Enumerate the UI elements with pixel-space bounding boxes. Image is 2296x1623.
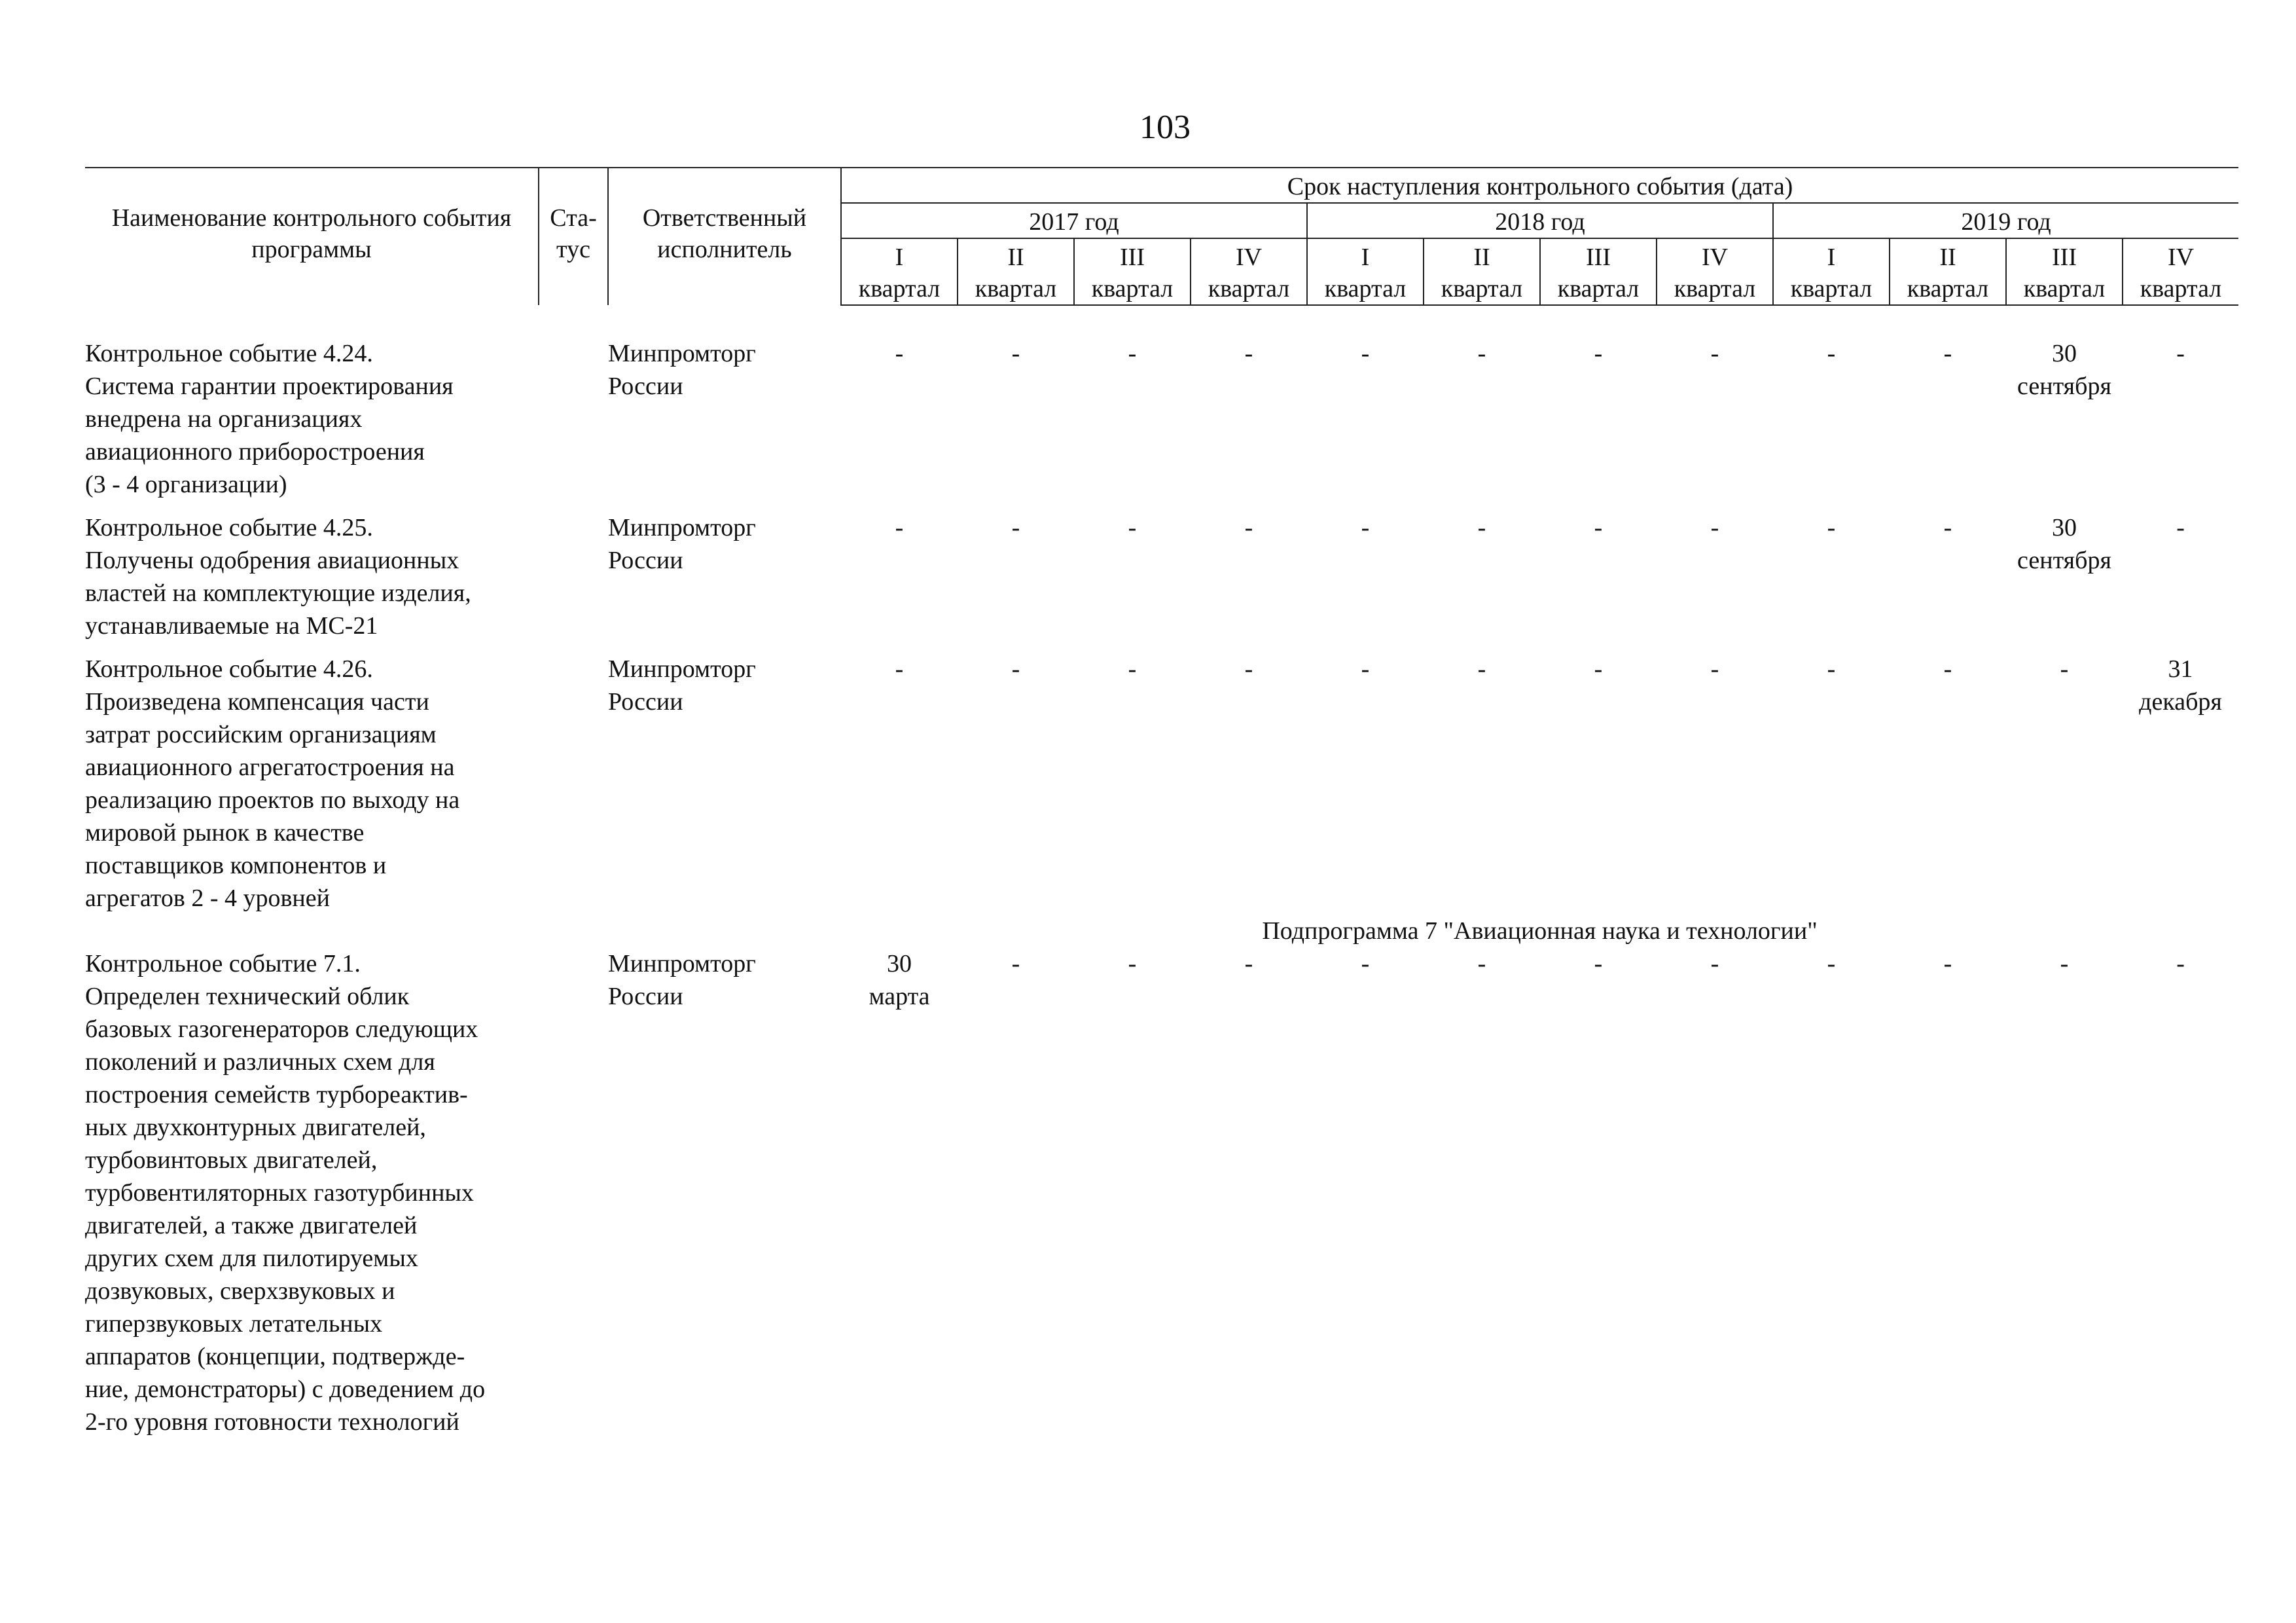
quarter-word: квартал [2140, 275, 2222, 302]
quarter-cell [1540, 511, 1657, 642]
event-name-line: Контрольное событие 4.26. [85, 655, 373, 683]
quarter-number: II [1939, 244, 1956, 271]
quarter-cell-line: 31 [2168, 655, 2193, 683]
executor-line: России [608, 688, 683, 716]
quarter-cell [2006, 947, 2123, 1438]
event-name-line: гиперзвуковых летательных [85, 1310, 383, 1338]
quarter-number: III [1120, 244, 1145, 271]
quarter-cell [1074, 511, 1191, 642]
event-name-line: Контрольное событие 4.24. [85, 340, 373, 367]
quarter-cell-line: - [1128, 655, 1137, 683]
quarter-cell [1307, 337, 1424, 501]
executor-line: России [608, 547, 683, 574]
quarter-cell-line: 30 [2052, 514, 2077, 541]
quarter-cell [1773, 511, 1890, 642]
quarter-cell-line: сентября [2017, 373, 2111, 400]
event-name-line: затрат российским организациям [85, 721, 437, 748]
header-quarter [1424, 238, 1540, 305]
quarter-cell-line: - [2176, 514, 2185, 541]
event-name-line: построения семейств турбореактив- [85, 1081, 468, 1108]
quarter-cell [2006, 511, 2123, 642]
event-name-line: агрегатов 2 - 4 уровней [85, 884, 330, 912]
quarter-cell-line: - [1477, 340, 1486, 367]
quarter-cell [958, 653, 1074, 915]
quarter-cell-line: - [1594, 340, 1603, 367]
event-name-line: 2-го уровня готовности технологий [85, 1408, 459, 1436]
header-quarter [958, 238, 1074, 305]
quarter-number: III [1586, 244, 1611, 271]
executor-line: Минпромторг [608, 514, 756, 541]
quarter-word: квартал [1324, 275, 1407, 302]
quarter-word: квартал [1208, 275, 1290, 302]
event-name-line: двигателей, а также двигателей [85, 1212, 418, 1239]
header-quarter [1540, 238, 1657, 305]
quarter-cell-line: - [1244, 340, 1253, 367]
event-name [85, 511, 539, 642]
header-year-2017: 2017 год [841, 203, 1307, 238]
quarter-cell [958, 947, 1074, 1438]
header-quarter [1657, 238, 1773, 305]
quarter-cell [2123, 337, 2238, 501]
quarter-word: квартал [2023, 275, 2106, 302]
event-name-line: устанавливаемые на МС-21 [85, 612, 378, 640]
quarter-word: квартал [1790, 275, 1873, 302]
executor-line: Минпромторг [608, 655, 756, 683]
table-row [85, 947, 2238, 1438]
quarter-cell [1074, 947, 1191, 1438]
quarter-cell-line: - [1710, 655, 1719, 683]
quarter-cell-line: - [1128, 514, 1137, 541]
quarter-cell-line: - [895, 514, 904, 541]
quarter-word: квартал [1674, 275, 1756, 302]
quarter-word: квартал [1441, 275, 1523, 302]
event-name-line: (3 - 4 организации) [85, 471, 287, 498]
event-name [85, 947, 539, 1438]
quarter-cell-line: - [1011, 950, 1020, 977]
quarter-cell [1191, 511, 1307, 642]
quarter-cell [1890, 653, 2006, 915]
quarter-cell [1191, 947, 1307, 1438]
quarter-cell-line: - [1477, 655, 1486, 683]
quarter-cell-line: - [1128, 950, 1137, 977]
event-name-line: поставщиков компонентов и [85, 852, 387, 879]
event-executor [608, 947, 841, 1438]
event-executor [608, 511, 841, 642]
executor-line: Минпромторг [608, 950, 756, 977]
quarter-cell-line: сентября [2017, 547, 2111, 574]
event-name-line: мировой рынок в качестве [85, 819, 365, 847]
table-row [85, 511, 2238, 642]
quarter-cell-line: - [1244, 950, 1253, 977]
quarter-cell [2006, 653, 2123, 915]
quarter-cell-line: - [1594, 655, 1603, 683]
quarter-cell-line: - [2060, 655, 2069, 683]
quarter-cell-line: - [1943, 950, 1952, 977]
quarter-cell-line: - [1361, 514, 1370, 541]
quarter-cell [1191, 337, 1307, 501]
quarter-cell-line: - [1361, 950, 1370, 977]
quarter-cell [841, 653, 958, 915]
header-quarter [2006, 238, 2123, 305]
quarter-cell-line: - [2176, 340, 2185, 367]
quarter-cell-line: 30 [2052, 340, 2077, 367]
header-quarter [1890, 238, 2006, 305]
quarter-cell-line: - [1244, 655, 1253, 683]
quarter-cell [1424, 511, 1540, 642]
quarter-number: II [1007, 244, 1024, 271]
event-name-line: Произведена компенсация части [85, 688, 429, 716]
table-row [85, 653, 2238, 915]
event-name [85, 653, 539, 915]
quarter-number: I [895, 244, 904, 271]
event-name-line: турбовентиляторных газотурбинных [85, 1179, 474, 1207]
quarter-word: квартал [1091, 275, 1174, 302]
header-quarter [1307, 238, 1424, 305]
header-event-name: Наименование контрольного события программы [85, 168, 539, 305]
quarter-number: III [2052, 244, 2077, 271]
quarter-cell [2006, 337, 2123, 501]
control-events-table [85, 167, 2238, 1438]
quarter-cell [1540, 947, 1657, 1438]
subprogram-title: Подпрограмма 7 "Авиационная наука и технологии" [1262, 917, 1818, 945]
quarter-cell [1307, 653, 1424, 915]
quarter-cell [1890, 337, 2006, 501]
event-status [539, 511, 608, 642]
quarter-number: IV [2167, 244, 2195, 271]
quarter-cell-line: - [1827, 950, 1836, 977]
quarter-cell [1540, 337, 1657, 501]
quarter-cell [1773, 947, 1890, 1438]
header-deadline: Срок наступления контрольного события (дата) [841, 168, 2238, 203]
event-name-line: других схем для пилотируемых [85, 1245, 418, 1272]
quarter-cell [841, 337, 958, 501]
quarter-cell-line: - [1128, 340, 1137, 367]
quarter-cell-line: 30 [887, 950, 912, 977]
event-name-line: ние, демонстраторы) с доведением до [85, 1376, 486, 1403]
quarter-cell-line: - [1477, 950, 1486, 977]
event-status [539, 337, 608, 501]
header-quarter [2123, 238, 2238, 305]
event-executor [608, 653, 841, 915]
event-name-line: внедрена на организациях [85, 405, 363, 433]
quarter-cell [1424, 337, 1540, 501]
event-status [539, 947, 608, 1438]
quarter-cell-line: - [1594, 514, 1603, 541]
quarter-cell [1424, 947, 1540, 1438]
quarter-number: I [1361, 244, 1370, 271]
quarter-cell [1074, 653, 1191, 915]
quarter-cell-line: - [1827, 655, 1836, 683]
event-name-line: Контрольное событие 4.25. [85, 514, 373, 541]
event-name-line: ных двухконтурных двигателей, [85, 1114, 426, 1141]
quarter-cell [1773, 653, 1890, 915]
quarter-cell [1074, 337, 1191, 501]
quarter-cell [1657, 511, 1773, 642]
quarter-number: IV [1701, 244, 1729, 271]
subprogram-row [85, 915, 2238, 947]
event-name-line: Контрольное событие 7.1. [85, 950, 361, 977]
header-quarter [841, 238, 958, 305]
quarter-cell [841, 511, 958, 642]
quarter-cell-line: - [1594, 950, 1603, 977]
executor-line: России [608, 983, 683, 1010]
quarter-cell-line: - [1011, 655, 1020, 683]
quarter-cell [1540, 653, 1657, 915]
event-name-line: авиационного агрегатостроения на [85, 754, 455, 781]
quarter-cell [1657, 947, 1773, 1438]
quarter-cell [1890, 511, 2006, 642]
event-name-line: турбовинтовых двигателей, [85, 1146, 378, 1174]
quarter-number: II [1473, 244, 1490, 271]
table-row [85, 337, 2238, 501]
header-status: Ста-тус [539, 168, 608, 305]
quarter-cell [1307, 947, 1424, 1438]
quarter-cell-line: - [1477, 514, 1486, 541]
event-name-line: реализацию проектов по выходу на [85, 786, 460, 814]
quarter-cell-line: - [1011, 340, 1020, 367]
quarter-cell [1657, 653, 1773, 915]
executor-line: Минпромторг [608, 340, 756, 367]
quarter-cell-line: марта [869, 983, 930, 1010]
quarter-word: квартал [858, 275, 941, 302]
quarter-cell-line: - [1943, 514, 1952, 541]
event-name-line: аппаратов (концепции, подтвержде- [85, 1343, 465, 1370]
quarter-number: I [1827, 244, 1836, 271]
quarter-word: квартал [1557, 275, 1640, 302]
quarter-cell-line: - [1943, 655, 1952, 683]
header-quarter [1773, 238, 1890, 305]
quarter-cell [1890, 947, 2006, 1438]
quarter-cell-line: - [1011, 514, 1020, 541]
event-name-line: поколений и различных схем для [85, 1048, 435, 1076]
header-quarter [1074, 238, 1191, 305]
quarter-cell [2123, 511, 2238, 642]
quarter-cell [841, 947, 958, 1438]
event-name-line: Получены одобрения авиационных [85, 547, 459, 574]
quarter-cell-line: - [1361, 655, 1370, 683]
quarter-cell-line: - [1361, 340, 1370, 367]
page-number: 103 [1139, 109, 1191, 146]
quarter-cell-line: - [1827, 514, 1836, 541]
header-year-2019: 2019 год [1773, 203, 2238, 238]
quarter-cell-line: декабря [2139, 688, 2222, 716]
quarter-cell [2123, 947, 2238, 1438]
quarter-number: IV [1235, 244, 1263, 271]
executor-line: России [608, 373, 683, 400]
quarter-cell [958, 337, 1074, 501]
quarter-cell [1191, 653, 1307, 915]
quarter-cell-line: - [2060, 950, 2069, 977]
event-name-line: Определен технический облик [85, 983, 410, 1010]
event-status [539, 653, 608, 915]
quarter-cell-line: - [1827, 340, 1836, 367]
event-name-line: властей на комплектующие изделия, [85, 579, 471, 607]
event-name-line: дозвуковых, сверхзвуковых и [85, 1277, 395, 1305]
quarter-cell [2123, 653, 2238, 915]
quarter-cell-line: - [1710, 340, 1719, 367]
quarter-cell-line: - [1943, 340, 1952, 367]
quarter-cell [1307, 511, 1424, 642]
quarter-cell-line: - [1244, 514, 1253, 541]
quarter-cell-line: - [895, 655, 904, 683]
quarter-word: квартал [1907, 275, 1989, 302]
quarter-cell-line: - [895, 340, 904, 367]
quarter-cell [958, 511, 1074, 642]
header-quarter [1191, 238, 1307, 305]
header-executor: Ответственный исполнитель [608, 168, 841, 305]
quarter-cell [1657, 337, 1773, 501]
quarter-cell-line: - [1710, 514, 1719, 541]
quarter-cell-line: - [1710, 950, 1719, 977]
event-name-line: авиационного приборостроения [85, 438, 425, 465]
event-executor [608, 337, 841, 501]
event-name-line: базовых газогенераторов следующих [85, 1015, 478, 1043]
quarter-cell-line: - [2176, 950, 2185, 977]
quarter-cell [1424, 653, 1540, 915]
header-year-2018: 2018 год [1307, 203, 1773, 238]
quarter-cell [1773, 337, 1890, 501]
event-name-line: Система гарантии проектирования [85, 373, 454, 400]
quarter-word: квартал [975, 275, 1057, 302]
event-name [85, 337, 539, 501]
